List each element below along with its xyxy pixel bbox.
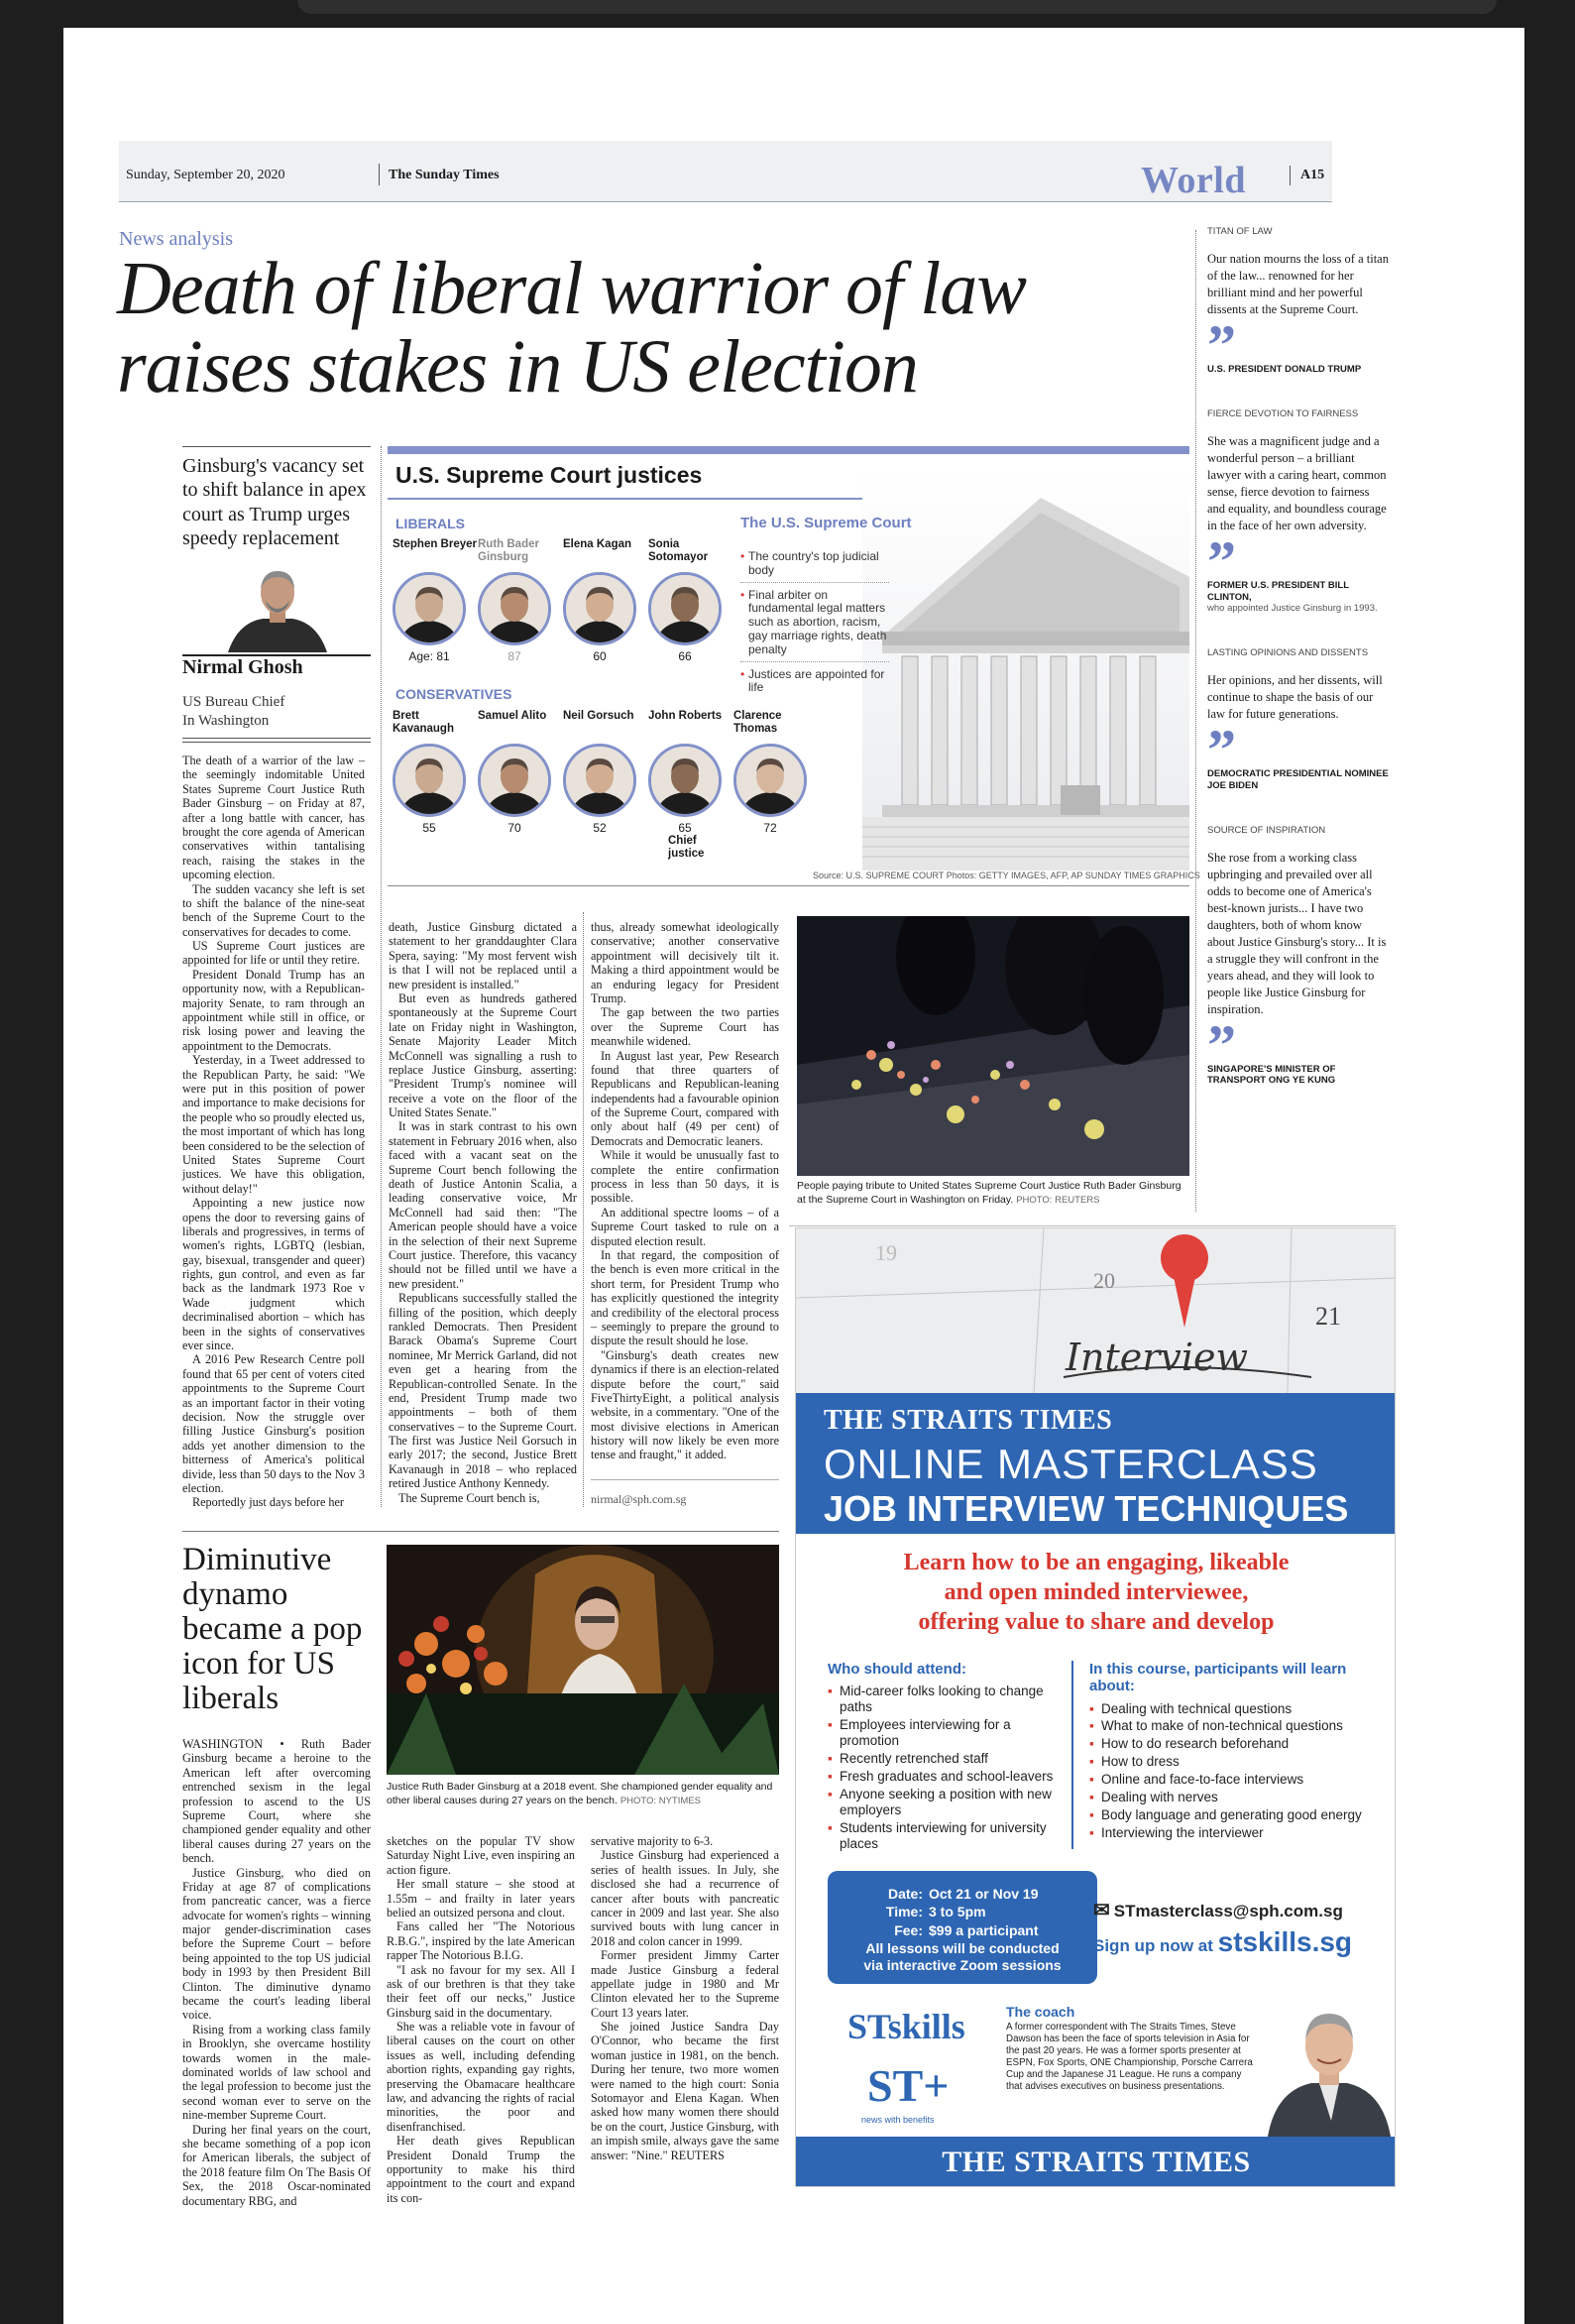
pitch-line: and open minded interviewee, [944, 1579, 1249, 1605]
photo-credit: PHOTO: REUTERS [1016, 1194, 1100, 1206]
justice-card [393, 538, 478, 663]
story2-paragraph: servative majority to 6-3. [591, 1834, 714, 1848]
article-paragraph: In August last year, Pew Research found that three quarters of Republicans and Republican-leaning independents had a favourable opinion of the Supreme Court, compared with only about half (49 per cent) of Democrats and Democratic leaners. [591, 1048, 779, 1148]
tribute-photo [797, 916, 1189, 1176]
article-paragraph: Appointing a new justice now opens the door to reversing gains of liberals and progressives, in terms of women's rights, LGBTQ (lesbian, gay, bisexual, transgender and queer) rights, gun control, and even as far back as the landmark 1973 Roe v Wade judgment which decriminalised abortion – which has been in the sights of conservatives ever since. [182, 1196, 365, 1353]
conservatives-label: CONSERVATIVES [395, 686, 512, 702]
article-paragraph: "Ginsburg's death creates new dynamics if there is an election-related dispute before the court," said FiveThirtyEight, a political analysis website, in a commentary. "One of the most divisive elections in American history will now likely be even more tense and fraught," it added. [591, 1347, 779, 1462]
quote-attribution-note: who appointed Justice Ginsburg in 1993. [1207, 603, 1378, 615]
article-paragraph: The sudden vacancy she left is set to shift the balance of the nine-seat bench of the Supreme Court to the conservatives for decades to come. [182, 881, 365, 939]
article-paragraph: While it would be unusually fast to complete the entire confirmation process in less than 50 days, it is possible. [591, 1148, 779, 1206]
article-paragraph: The death of a warrior of the law – the seemingly indomitable United States Supreme Court Justice Ruth Bader Ginsburg – on Friday at 87, after a long battle with cancer, has brought the core agenda of American conservatives within tantalising reach, raising the stakes in the upcoming election. [182, 754, 365, 882]
infographic-source: Source: U.S. SUPREME COURT Photos: GETTY IMAGES, AFP, AP SUNDAY TIMES GRAPHICS [813, 871, 1200, 880]
justice-card [563, 538, 648, 663]
ad-who-item: ▪ Fresh graduates and school-leavers [828, 1769, 1056, 1785]
justice-card [478, 538, 563, 663]
masthead-paper: The Sunday Times [389, 168, 500, 182]
justice-age: Age: 81 [408, 649, 450, 663]
zoom-line: All lessons will be conducted [865, 1940, 1060, 1956]
ad-signup-link[interactable] [1093, 1926, 1352, 1958]
st-plus-logo: ST+ [867, 2060, 950, 2111]
story2-paragraph: She was a reliable vote in favour of liberal causes on the court on other issues as well, including defending abortion rights, expanding gay rights, preserving the Obamacare healthcare law, and advancing the rights of racial minorities, the poor and disenfranchised. [387, 2020, 575, 2134]
article-paragraph: In that regard, the composition of the bench is even more critical in the short term, for President Trump who has explicitly questioned the integrity and credibility of the electoral process – seemingly to prepare the ground to dispute the result should he lose. [591, 1247, 779, 1348]
justice-age: 72 [763, 821, 777, 835]
ad-divider [1071, 1661, 1073, 1849]
justice-name: Clarence Thomas [733, 710, 782, 735]
court-fact: • Final arbiter on fundamental legal matters such as abortion, racism, gay marriage rights, death penalty [740, 589, 889, 662]
justice-card [733, 710, 819, 835]
story2-paragraph: She joined Justice Sandra Day O'Connor, who became the first woman justice in 1981, on the bench. During her tenure, two more women were named to the high court: Sonia Sotomayor and Elena Kagan. When asked how many women there should be on the court, Justice Ginsburg, with an impish smile, always gave the same answer: "Nine." REUTERS [591, 2020, 779, 2162]
ad-learn-item: ▪ Online and face-to-face interviews [1089, 1772, 1387, 1788]
quote-mark-icon: ” [1207, 313, 1236, 378]
justice-card [478, 710, 563, 835]
article-paragraph: The gap between the two parties over the Supreme Court has meanwhile widened. [591, 1005, 779, 1049]
court-fact: • Justices are appointed for life [740, 668, 889, 700]
time-value: 3 to 5pm [929, 1904, 986, 1920]
section-title: World [1141, 160, 1246, 201]
divider [591, 1479, 779, 1480]
author-email: nirmal@sph.com.sg [591, 1492, 687, 1506]
infographic-title: U.S. Supreme Court justices [395, 462, 703, 488]
justice-photo [648, 744, 722, 817]
article-paragraph: Republicans successfully stalled the filling of the position, which deeply rankled Democrats. Then President Barack Obama's Supreme Court nominee, Mr Merrick Garland, did not even get a hearing from the Republican-controlled Senate. In the end, President Trump made two appointments – both of them conservatives – to the Supreme Court. The first was Justice Neil Gorsuch in early 2017; the second, Justice Brett Kavanaugh in 2018 – who replaced retired Justice Anthony Kennedy. [389, 1291, 577, 1491]
ad-who-title: Who should attend: [828, 1661, 966, 1678]
deck: Ginsburg's vacancy set to shift balance in apex court as Trump urges speedy replacement [182, 455, 367, 550]
calendar-day: 21 [1315, 1302, 1341, 1331]
date-label: Date: [887, 1886, 923, 1902]
justice-age: 55 [422, 821, 436, 835]
article-paragraph: President Donald Trump has an opportunity now, with a Republican-majority Senate, to ram through an appointment while still in office, or risk losing power and leaving the appointment to the Democrats. [182, 967, 365, 1053]
author-name: Nirmal Ghosh [182, 656, 303, 678]
story2-column-3 [591, 1834, 779, 2162]
justice-card [648, 710, 733, 860]
photo-credit: PHOTO: NYTIMES [619, 1795, 701, 1806]
ad-learn-item: ▪ Dealing with technical questions [1089, 1701, 1387, 1717]
calendar-day: 20 [1093, 1268, 1115, 1293]
ginsburg-caption [387, 1781, 779, 1807]
chief-justice-label: Chief justice [668, 835, 705, 860]
divider [182, 1531, 779, 1532]
ad-online-masterclass: ONLINE MASTERCLASS [824, 1441, 1318, 1487]
infographic-underline [388, 498, 863, 500]
divider [182, 446, 371, 447]
quote-mark-icon: ” [1207, 718, 1236, 783]
article-column-3 [591, 920, 779, 1462]
justice-name: Ruth Bader Ginsburg [478, 538, 539, 563]
quote-block [1207, 408, 1390, 614]
justice-photo [478, 744, 551, 817]
ad-learn-item: ▪ How to dress [1089, 1754, 1387, 1770]
ad-learn-item: ▪ Interviewing the interviewer [1089, 1825, 1387, 1841]
quote-block [1207, 226, 1390, 378]
justice-name: Stephen Breyer [393, 538, 478, 550]
justice-name: John Roberts [648, 710, 723, 722]
article-paragraph: It was in stark contrast to his own statement in February 2016 when, also faced with a vacant seat on the Supreme Court bench following the death of Justice Antonin Scalia, a leading conservative voice, Mr McConnell had said then: "The American people should have a voice in the selection of their next Supreme Court justice. Therefore, this vacancy should not be filled until we have a new president." [389, 1119, 577, 1291]
tribute-caption [797, 1180, 1189, 1207]
justice-photo [393, 572, 466, 645]
masterclass-ad[interactable] [795, 1227, 1396, 2187]
justice-name: Elena Kagan [563, 538, 632, 550]
article-paragraph: thus, already somewhat ideologically conservative; another conservative appointment will decisively tilt it. Making a third appointment would be an enduring legacy for President Trump. [591, 920, 779, 1005]
justice-name: Brett Kavanaugh [393, 710, 454, 735]
coach-photo [1262, 1992, 1396, 2137]
story2-paragraph: Her small stature – she stood at 1.55m – and frailty in later years belied an outsized persona and clout. [387, 1877, 575, 1919]
ad-who-item: ▪ Employees interviewing for a promotion [828, 1717, 1056, 1749]
ad-learn-item: ▪ Dealing with nerves [1089, 1790, 1387, 1805]
zoom-line: via interactive Zoom sessions [863, 1956, 1062, 1973]
signup-url: stskills.sg [1217, 1926, 1353, 1957]
quote-attribution: SINGAPORE'S MINISTER OF TRANSPORT ONG YE KUNG [1207, 1063, 1336, 1087]
quote-block [1207, 825, 1390, 1087]
article-paragraph: death, Justice Ginsburg dictated a statement to her granddaughter Clara Spera, saying: "My most fervent wish is that I will not be replaced until a new president is installed." [389, 920, 577, 991]
article-paragraph: Reportedly just days before her [192, 1495, 344, 1510]
justice-card [563, 710, 648, 835]
story2-column-1 [182, 1737, 371, 2208]
justice-age: 60 [593, 649, 607, 663]
coach-title: The coach [1006, 2004, 1075, 2020]
ad-email-text: STmasterclass@sph.com.sg [1113, 1902, 1343, 1920]
article-column-2 [389, 920, 577, 1505]
court-facts [740, 550, 889, 705]
column-rule [381, 446, 382, 1507]
story2-paragraph: "I ask no favour for my sex. All I ask of our brethren is that they take their feet off our necks," Justice Ginsburg said in the documentary. [387, 1962, 575, 2020]
article-paragraph: An additional spectre looms – of a Supreme Court tasked to rule on a disputed election result. [591, 1205, 779, 1248]
author-role-line: In Washington [182, 712, 270, 729]
justice-photo [478, 572, 551, 645]
story2-paragraph: Former president Jimmy Carter made Justice Ginsburg a federal appellate judge in 1980 and Mr Clinton elevated her to the Supreme Court 13 years later. [591, 1948, 779, 2020]
masthead-date: Sunday, September 20, 2020 [126, 168, 285, 182]
ad-learn-item: ▪ What to make of non-technical questions [1089, 1718, 1387, 1734]
ad-learn-item: ▪ Body language and generating good energy [1089, 1807, 1387, 1823]
masthead-separator [379, 164, 380, 185]
caption-text: People paying tribute to United States Supreme Court Justice Ruth Bader Ginsburg at the Supreme Court in Washington on Friday. [797, 1180, 1181, 1206]
ad-learn-item: ▪ How to do research beforehand [1089, 1736, 1387, 1752]
author-role [182, 693, 284, 731]
justice-age: 52 [593, 821, 607, 835]
story2-paragraph: Justice Ginsburg had experienced a series of health issues. In July, she disclosed she had a recurrence of cancer after bouts with pancreatic cancer in 2009 and last year. She also survived bouts with lung cancer in 2018 and colon cancer in 1999. [591, 1848, 779, 1948]
ad-dates [873, 1885, 1039, 1939]
ad-who-item: ▪ Mid-career folks looking to change paths [828, 1684, 1056, 1715]
ad-email-link[interactable] [1093, 1898, 1343, 1922]
story2-paragraph: Justice Ginsburg, who died on Friday at age 87 of complications from pancreatic cancer, was a fierce advocate for women's rights – winning major gender-discrimination cases before the Supreme Court – before being appointed to the top US judicial body in 1993 by then President Bill Clinton. The diminutive dynamo became the court's leading liberal voice. [182, 1865, 371, 2023]
court-title: The U.S. Supreme Court [740, 515, 912, 531]
ad-brand: THE STRAITS TIMES [824, 1405, 1113, 1436]
quote-label: LASTING OPINIONS AND DISSENTS [1207, 647, 1369, 659]
quotes-sidebar [1207, 226, 1390, 1120]
ad-who-should-attend [828, 1661, 1056, 1853]
ginsburg-photo [387, 1545, 779, 1775]
st-plus-tagline: news with benefits [861, 2115, 935, 2125]
ad-who-item: ▪ Students interviewing for university places [828, 1820, 1056, 1852]
infographic-bar [388, 446, 1189, 454]
divider [182, 738, 371, 739]
calendar-day: 19 [875, 1240, 897, 1265]
fee-label: Fee: [894, 1921, 923, 1938]
story2-paragraph: Her death gives Republican President Donald Trump the opportunity to make his third appointment to the court and expand its con- [387, 2134, 575, 2205]
headline: Death of liberal warrior of law raises stakes in US election [117, 247, 1026, 409]
author-photo [218, 563, 337, 652]
ad-calendar [796, 1228, 1396, 1393]
quote-mark-icon: ” [1207, 529, 1236, 595]
signup-prefix: Sign up now at [1093, 1936, 1213, 1955]
story2-column-2 [387, 1834, 575, 2205]
story2-paragraph: During her final years on the court, she became something of a pop icon for American liberals, the subject of the 2018 feature film On The Basis Of Sex, the 2018 Oscar-nominated documentary RBG, and [182, 2122, 371, 2208]
stskills-logo: STskills [847, 2007, 965, 2046]
masthead-separator [1290, 166, 1291, 185]
ad-learn-title: In this course, participants will learn about: [1089, 1661, 1347, 1695]
justice-photo [563, 572, 636, 645]
column-rule [583, 912, 584, 1507]
story2-paragraph: Fans called her "The Notorious R.B.G.", inspired by the late American rapper The Notorious B.I.G. [387, 1919, 575, 1963]
divider [789, 1225, 1396, 1226]
ad-interview-word: Interview [1066, 1336, 1249, 1379]
quote-attribution: DEMOCRATIC PRESIDENTIAL NOMINEE JOE BIDEN [1207, 768, 1389, 791]
ad-pitch [796, 1548, 1396, 1637]
story2-paragraph: sketches on the popular TV show Saturday Night Live, even inspiring an action figure. [387, 1834, 575, 1877]
justice-age: 65 [678, 821, 692, 835]
quote-mark-icon: ” [1207, 1012, 1236, 1078]
date-value: Oct 21 or Nov 19 [929, 1886, 1039, 1902]
ad-who-item: ▪ Anyone seeking a position with new employers [828, 1787, 1056, 1818]
quote-text: She was a magnificent judge and a wonderful person – a brilliant lawyer with a caring heart, common sense, fierce devotion to fairness and equality, and boundless courage in the face of her own adversity. [1207, 434, 1387, 533]
article-paragraph: Yesterday, in a Tweet addressed to the Republican Party, he said: "We were put in this position of power and importance to make decisions for the people who so proudly elected us, the most important of which has long been considered to be the selection of United States Supreme Court justices. We have this obligation, without delay!" [182, 1053, 365, 1196]
justice-age: 66 [678, 649, 692, 663]
court-fact: • The country's top judicial body [740, 550, 889, 583]
ad-course-title: JOB INTERVIEW TECHNIQUES [824, 1488, 1349, 1529]
story2-paragraph: WASHINGTON • Ruth Bader Ginsburg became a heroine to the American left after overcoming entrenched sexism in the legal profession to ascend to the US Supreme Court, where she championed gender equality and other liberal causes during 27 years on the bench. [182, 1737, 371, 1866]
quote-label: FIERCE DEVOTION TO FAIRNESS [1207, 408, 1359, 420]
justice-name: Sonia Sotomayor [648, 538, 709, 563]
page-number: A15 [1300, 168, 1325, 182]
quote-label: TITAN OF LAW [1207, 226, 1273, 237]
quote-text: She rose from a working class upbringing and prevailed over all odds to become one of America's best-known jurists... I have two daughters, both of whom know about Justice Ginsburg's story... It is a struggle they will confront in the years ahead, and they will look to people like Justice Ginsburg for inspiration. [1207, 850, 1387, 1016]
justice-age: 70 [507, 821, 521, 835]
ad-date-box [828, 1871, 1097, 1984]
divider [388, 885, 1189, 886]
justice-name: Samuel Alito [478, 710, 547, 722]
justice-age: 87 [507, 649, 521, 663]
fee-value: $99 a participant [929, 1921, 1039, 1938]
justice-photo [393, 744, 466, 817]
ad-who-item: ▪ Recently retrenched staff [828, 1751, 1056, 1767]
time-label: Time: [885, 1904, 923, 1920]
article-paragraph: The Supreme Court bench is, [398, 1490, 540, 1505]
divider [182, 742, 371, 743]
justice-photo [733, 744, 807, 817]
justice-photo [648, 572, 722, 645]
ad-title-band [796, 1393, 1396, 1534]
justice-name: Neil Gorsuch [563, 710, 634, 722]
pitch-line: offering value to share and develop [918, 1609, 1275, 1635]
article-paragraph: But even as hundreds gathered spontaneously at the Supreme Court late on Friday night in Washington, Senate Majority Leader Mitch McConnell was signalling a rush to replace Justice Ginsburg, asserting: "President Trump's nominee will receive a vote on the floor of the United States Senate." [389, 990, 577, 1120]
justice-photo [563, 744, 636, 817]
article-column-1 [182, 754, 365, 1510]
quote-text: Our nation mourns the loss of a titan of the law... renowned for her brilliant mind and her powerful dissents at the Supreme Court. [1207, 252, 1389, 316]
envelope-icon: ✉ [1093, 1900, 1110, 1921]
quote-label: SOURCE OF INSPIRATION [1207, 824, 1326, 836]
article-paragraph: US Supreme Court justices are appointed for life or until they retire. [182, 939, 365, 968]
liberals-label: LIBERALS [395, 516, 465, 531]
ad-footer-brand: THE STRAITS TIMES [796, 2137, 1396, 2187]
article-paragraph: A 2016 Pew Research Centre poll found that 65 per cent of voters cited appointments to the Supreme Court as an important factor in their voting decision. Now the struggle over filling Justice Ginsburg's position adds yet another dimension to the bitterness of America's political divide, less than 50 days to the Nov 3 election. [182, 1352, 365, 1495]
quote-text: Her opinions, and her dissents, will continue to shape the basis of our law for future generations. [1207, 673, 1383, 722]
justice-card [393, 710, 478, 835]
kicker: News analysis [119, 228, 233, 250]
coach-text: A former correspondent with The Straits Times, Steve Dawson has been the face of sports television in Asia for the past 20 years. He was a former sports presenter at ESPN, Fox Sports, ONE Championship, Porsche Carrera Cup and the Japanese J1 League. He runs a company that advises executives on business presentations. [1006, 2022, 1253, 2092]
quote-block [1207, 647, 1390, 791]
browser-top-bar [297, 0, 1497, 14]
author-role-line: US Bureau Chief [182, 694, 285, 710]
story2-paragraph: Rising from a working class family in Brooklyn, she overcame hostility towards women in the male-dominated worlds of law school and the legal profession to become just the second woman ever to serve on the nine-member Supreme Court. [182, 2022, 371, 2123]
pitch-line: Learn how to be an engaging, likeable [903, 1550, 1290, 1575]
quote-attribution: FORMER U.S. PRESIDENT BILL CLINTON, [1207, 580, 1349, 603]
caption-text: Justice Ruth Bader Ginsburg at a 2018 event. She championed gender equality and other liberal causes during 27 years on the bench. [387, 1781, 773, 1806]
justice-card [648, 538, 733, 663]
ad-learn-about [1089, 1661, 1387, 1843]
ad-zoom-note [828, 1940, 1097, 1974]
column-rule [1195, 230, 1196, 1212]
quote-attribution: U.S. PRESIDENT DONALD TRUMP [1207, 364, 1362, 375]
story2-headline: Diminutive dynamo became a pop icon for US liberals [182, 1542, 363, 1716]
